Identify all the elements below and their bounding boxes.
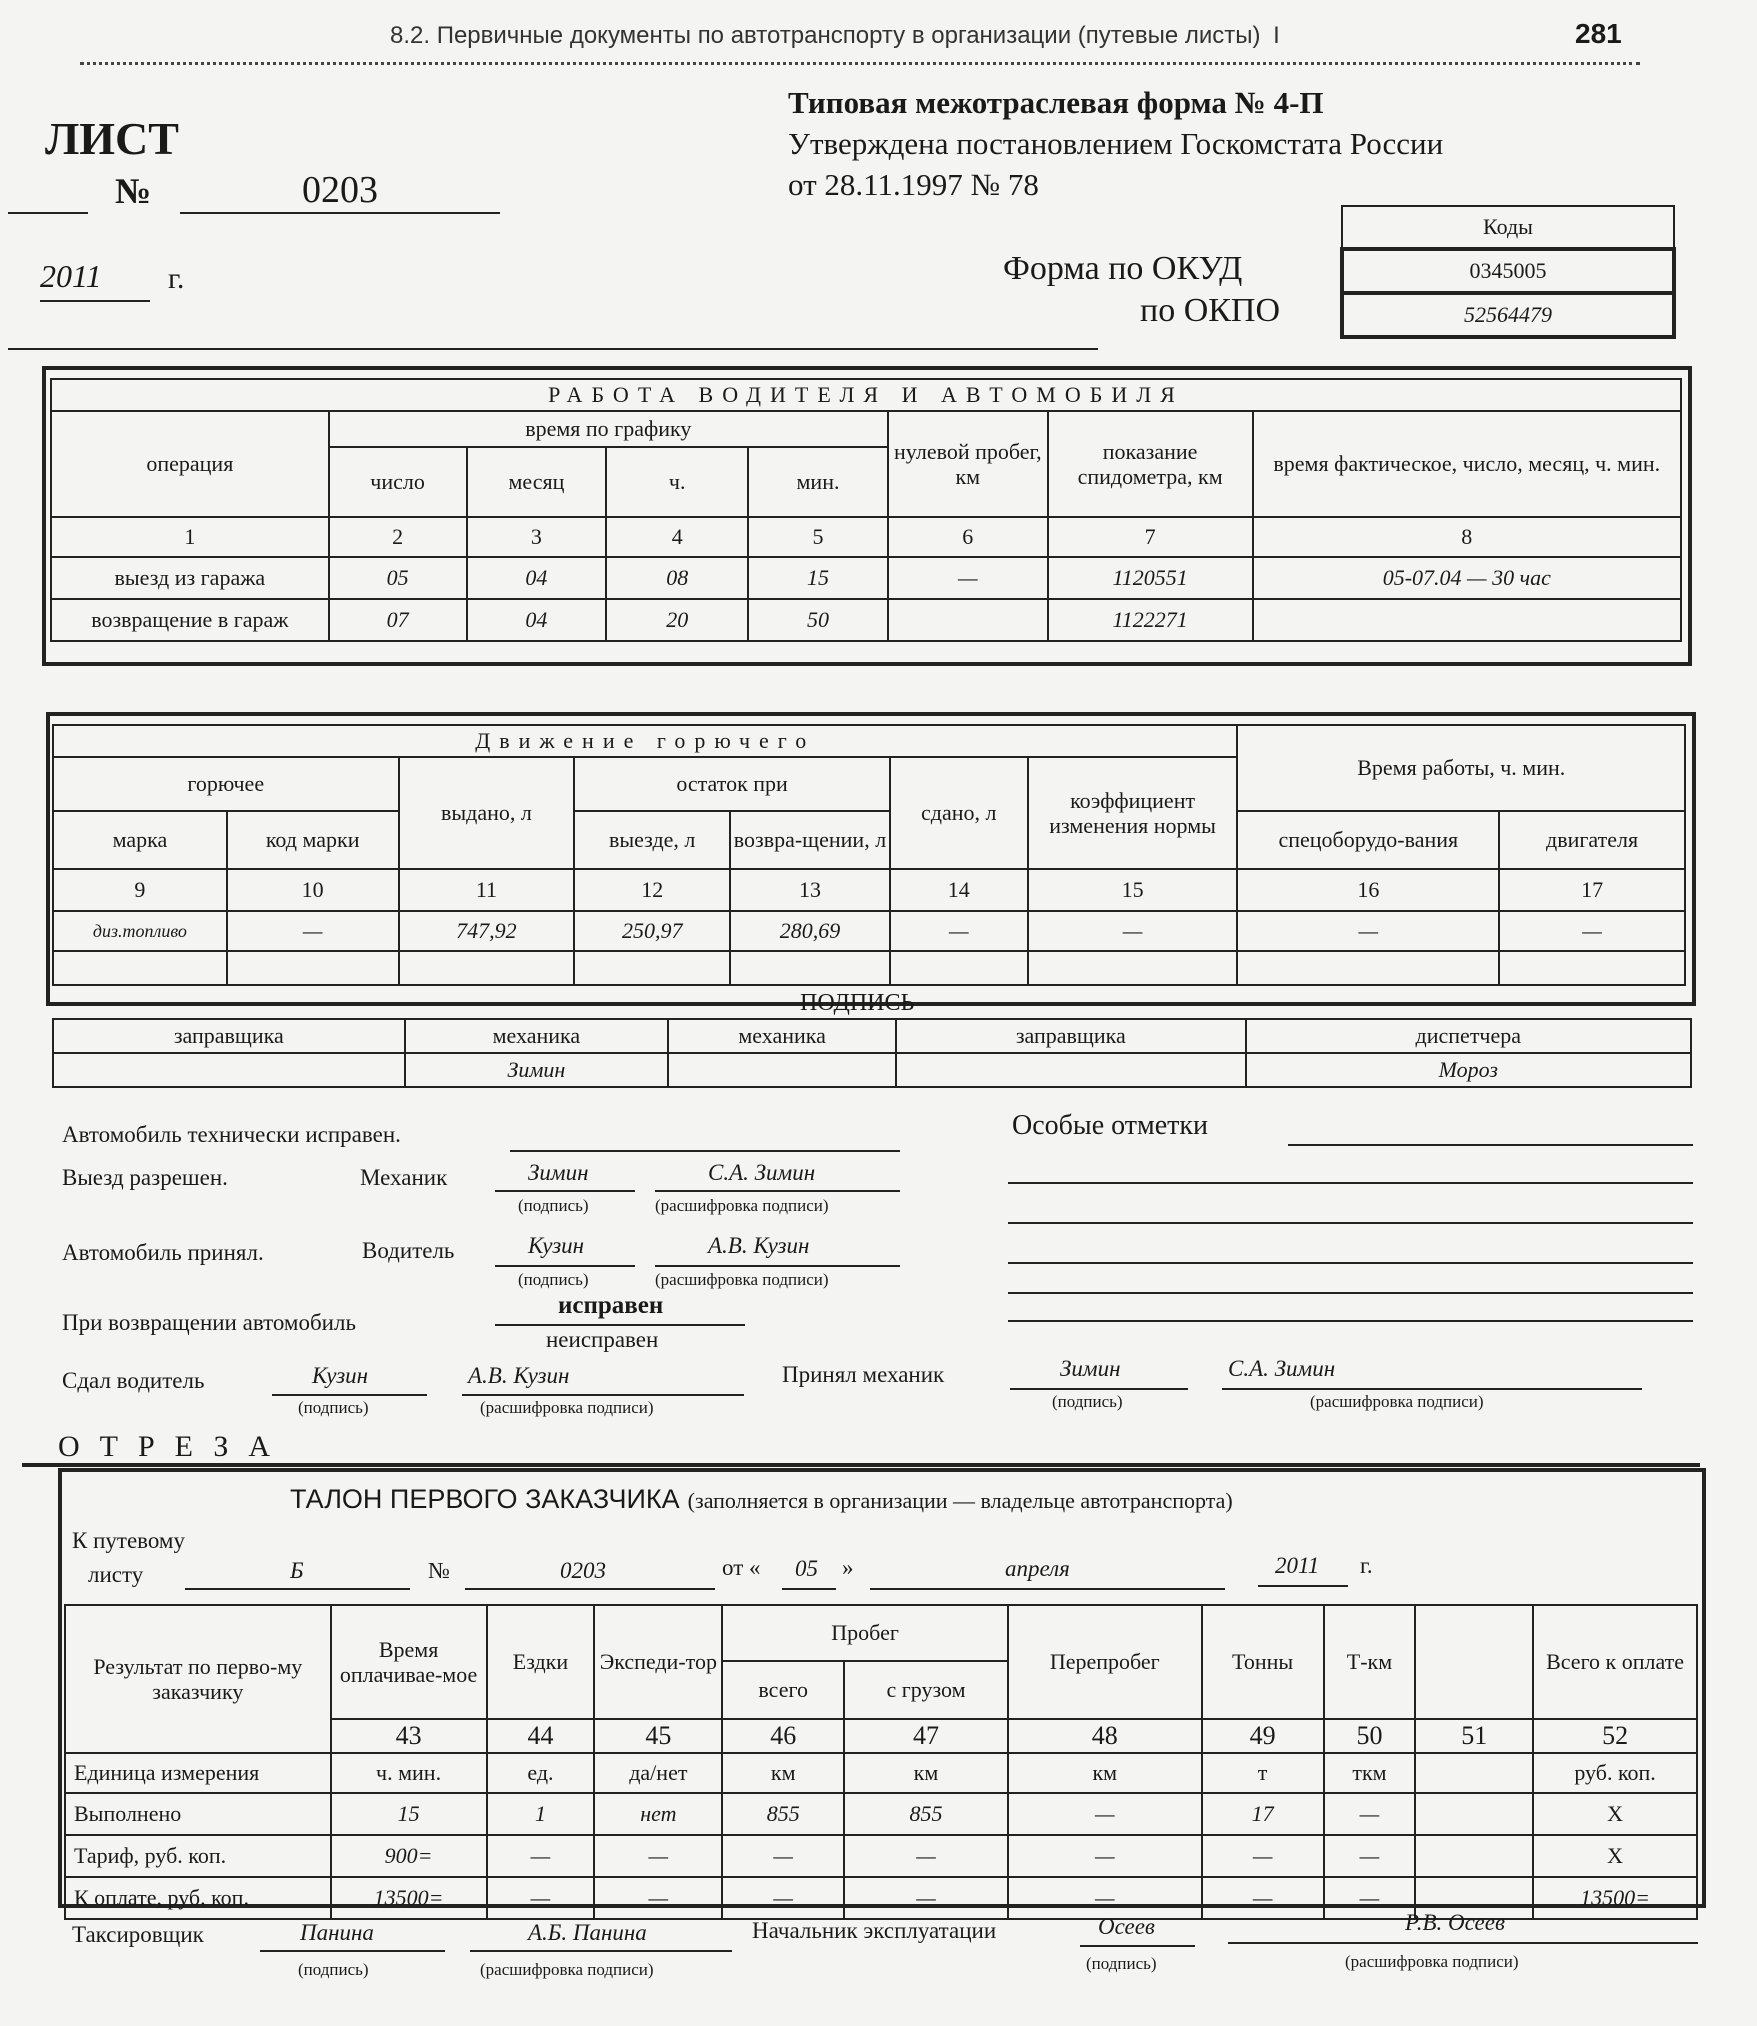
cell: — [890, 911, 1028, 951]
col-rest-out: выезде, л [574, 811, 730, 869]
month-line [870, 1588, 1225, 1590]
cell: — [1237, 911, 1499, 951]
sheet-title: ЛИСТ [45, 113, 179, 164]
driver-signature: Кузин [528, 1233, 585, 1258]
col-num: 7 [1048, 517, 1253, 557]
sign-caption: (подпись) [1086, 1954, 1157, 1973]
col-result: Результат по перво-му заказчику [65, 1605, 331, 1753]
car-ok-text: Автомобиль технически исправен. [62, 1122, 401, 1147]
decode-caption: (расшифровка подписи) [480, 1398, 654, 1417]
running-title: 8.2. Первичные документы по автотранспорту в организации (путевые листы) I [390, 22, 1280, 49]
col-num: 6 [888, 517, 1048, 557]
work-table [50, 378, 1682, 642]
sign-caption: (подпись) [518, 1270, 589, 1289]
col-num: 49 [1202, 1719, 1324, 1753]
accepted-sign-line [1010, 1388, 1188, 1390]
col-special: спецоборудо-вания [1237, 811, 1499, 869]
cell: 15 [748, 557, 888, 599]
accepted-name: С.А. Зимин [1228, 1356, 1336, 1381]
cell: 855 [722, 1793, 844, 1835]
signatures-table [52, 1018, 1692, 1088]
col-forwarder: Экспеди-тор [594, 1605, 722, 1719]
col-num: 12 [574, 869, 730, 911]
cell: 07 [329, 599, 467, 641]
col-num: 10 [227, 869, 399, 911]
col-num: 15 [1028, 869, 1238, 911]
mechanic-name-line [655, 1190, 900, 1192]
cell: нет [594, 1793, 722, 1835]
number-line [465, 1588, 715, 1590]
cell [1415, 1793, 1533, 1835]
col-actual-time: время фактическое, число, месяц, ч. мин. [1253, 411, 1681, 517]
cell [1237, 951, 1499, 985]
cell: 15 [331, 1793, 487, 1835]
cell: т [1202, 1753, 1324, 1793]
header-bottom-rule [8, 348, 1098, 350]
taxer-name: А.Б. Панина [528, 1920, 647, 1945]
sheet-year-suffix: г. [168, 262, 185, 295]
cell: — [1008, 1793, 1202, 1835]
sig-value [896, 1053, 1246, 1087]
col-num: 47 [844, 1719, 1008, 1753]
cell [399, 951, 575, 985]
notes-line [1008, 1222, 1693, 1224]
decode-caption: (расшифровка подписи) [1310, 1392, 1484, 1411]
state-ok: исправен [558, 1292, 664, 1319]
col-run: Пробег [722, 1605, 1008, 1661]
cell [574, 951, 730, 985]
sign-caption: (подпись) [298, 1398, 369, 1417]
mechanic-name: С.А. Зимин [708, 1160, 816, 1185]
table-row [65, 1835, 1697, 1877]
codes-header: Коды [1342, 206, 1674, 249]
cell: 13500= [331, 1877, 487, 1919]
cell: 04 [467, 599, 607, 641]
taxer-signature: Панина [300, 1920, 374, 1945]
signatures-title: ПОДПИСЬ [800, 990, 915, 1016]
cell: диз.топливо [53, 911, 227, 951]
okpo-code: 52564479 [1342, 293, 1674, 337]
cell: 900= [331, 1835, 487, 1877]
cell: — [1008, 1877, 1202, 1919]
driver-label: Водитель [362, 1238, 455, 1263]
okud-label: Форма по ОКУД [1003, 250, 1243, 287]
cell: — [722, 1835, 844, 1877]
cell: Х [1533, 1793, 1697, 1835]
cell: руб. коп. [1533, 1753, 1697, 1793]
sheet-year-field [40, 258, 150, 302]
sign-caption: (подпись) [298, 1960, 369, 1979]
cell: — [227, 911, 399, 951]
cut-label: ОТРЕЗА [58, 1430, 291, 1463]
decode-caption: (расшифровка подписи) [655, 1270, 829, 1289]
cell: — [844, 1877, 1008, 1919]
state-line [495, 1324, 745, 1326]
cell: — [1324, 1793, 1416, 1835]
head-name: Р.В. Осеев [1405, 1910, 1505, 1935]
handed-sign-line [272, 1394, 427, 1396]
col-num: 9 [53, 869, 227, 911]
decode-caption: (расшифровка подписи) [655, 1196, 829, 1215]
col-num: 4 [606, 517, 748, 557]
col-day: число [329, 447, 467, 517]
col-num: 51 [1415, 1719, 1533, 1753]
col-num: 45 [594, 1719, 722, 1753]
exit-allowed-text: Выезд разрешен. [62, 1165, 228, 1190]
form-approval-date: от 28.11.1997 № 78 [788, 167, 1039, 202]
accepted-name-line [1222, 1388, 1642, 1390]
coupon-subtitle: (заполняется в организации — владельце автотранспорта) [687, 1488, 1233, 1513]
col-trips: Ездки [487, 1605, 595, 1719]
form-approval: Утверждена постановлением Госкомстата России [788, 126, 1444, 161]
cell: — [844, 1835, 1008, 1877]
sign-caption: (подпись) [518, 1196, 589, 1215]
cell: 747,92 [399, 911, 575, 951]
notes-line [1008, 1320, 1693, 1322]
cell [730, 951, 890, 985]
col-worktime: Время работы, ч. мин. [1237, 725, 1685, 811]
day-line [782, 1588, 836, 1590]
work-title: РАБОТА ВОДИТЕЛЯ И АВТОМОБИЛЯ [51, 379, 1681, 411]
decode-caption: (расшифровка подписи) [480, 1960, 654, 1979]
row-label: Тариф, руб. коп. [65, 1835, 331, 1877]
col-tons: Тонны [1202, 1605, 1324, 1719]
sig-value: Мороз [1246, 1053, 1691, 1087]
sig-value: Зимин [405, 1053, 669, 1087]
col-num: 17 [1499, 869, 1685, 911]
header-divider [80, 62, 1640, 65]
sheet-number: 0203 [302, 169, 378, 211]
coupon-number: 0203 [560, 1558, 606, 1583]
taxer-label: Таксировщик [72, 1922, 204, 1947]
sig-col: диспетчера [1246, 1019, 1691, 1053]
cell: 05-07.04 — 30 час [1253, 557, 1681, 599]
taxer-sign-line [260, 1950, 445, 1952]
sig-col: механика [405, 1019, 669, 1053]
notes-line [1008, 1262, 1693, 1264]
day-close: » [842, 1555, 854, 1580]
head-signature: Осеев [1098, 1914, 1155, 1939]
to-sheet-label-1: К путевому [72, 1528, 185, 1553]
row-label: Выполнено [65, 1793, 331, 1835]
cell: — [1008, 1835, 1202, 1877]
col-engine: двигателя [1499, 811, 1685, 869]
coupon-year-suffix: г. [1360, 1553, 1373, 1578]
cell: — [888, 557, 1048, 599]
col-num: 2 [329, 517, 467, 557]
coupon-title-row [290, 1484, 1233, 1515]
cell: 20 [606, 599, 748, 641]
coupon-year: 2011 [1275, 1553, 1320, 1578]
cell: км [1008, 1753, 1202, 1793]
cell: км [844, 1753, 1008, 1793]
mechanic-signature: Зимин [528, 1160, 589, 1185]
coupon-table [64, 1604, 1698, 1920]
head-label: Начальник эксплуатации [752, 1918, 997, 1943]
sig-col: механика [668, 1019, 896, 1053]
notes-line [1008, 1292, 1693, 1294]
year-line [1258, 1585, 1348, 1587]
cell: ткм [1324, 1753, 1416, 1793]
cell: 17 [1202, 1793, 1324, 1835]
col-coef: коэффициент изменения нормы [1028, 757, 1238, 869]
cell: — [1202, 1877, 1324, 1919]
cell [888, 599, 1048, 641]
cell: 04 [467, 557, 607, 599]
col-zero-run: нулевой пробег, км [888, 411, 1048, 517]
cell [1415, 1753, 1533, 1793]
driver-name-line [655, 1265, 900, 1267]
row-label: выезд из гаража [51, 557, 329, 599]
col-num: 16 [1237, 869, 1499, 911]
cell: Х [1533, 1835, 1697, 1877]
cell: 1122271 [1048, 599, 1253, 641]
table-row [65, 1793, 1697, 1835]
cell: км [722, 1753, 844, 1793]
col-num: 8 [1253, 517, 1681, 557]
coupon-series: Б [290, 1558, 304, 1583]
cell: — [722, 1877, 844, 1919]
from-label: от « [722, 1555, 761, 1580]
coupon-month: апреля [1005, 1556, 1070, 1581]
handed-name-line [462, 1394, 744, 1396]
cell: 1 [487, 1793, 595, 1835]
col-total-pay: Всего к оплате [1533, 1605, 1697, 1719]
driver-name: А.В. Кузин [708, 1233, 810, 1258]
on-return-text: При возвращении автомобиль [62, 1310, 356, 1335]
cell: — [487, 1877, 595, 1919]
page-number: 281 [1575, 18, 1622, 49]
cell: 50 [748, 599, 888, 641]
notes-line [1288, 1144, 1693, 1146]
cell: 855 [844, 1793, 1008, 1835]
table-row [51, 599, 1681, 641]
cell: 280,69 [730, 911, 890, 951]
handed-name: А.В. Кузин [468, 1363, 570, 1388]
col-num: 1 [51, 517, 329, 557]
cell: — [1324, 1877, 1416, 1919]
col-run-total: всего [722, 1661, 844, 1719]
col-rest-back: возвра-щении, л [730, 811, 890, 869]
okud-code: 0345005 [1342, 249, 1674, 293]
decode-caption: (расшифровка подписи) [1345, 1952, 1519, 1971]
cell: 08 [606, 557, 748, 599]
form-info [788, 82, 1443, 205]
cell [1499, 951, 1685, 985]
cell [53, 951, 227, 985]
col-fuel: горючее [53, 757, 399, 811]
head-name-line [1228, 1942, 1698, 1944]
col-num: 5 [748, 517, 888, 557]
cell: — [1028, 911, 1238, 951]
col-hour: ч. [606, 447, 748, 517]
handed-driver-label: Сдал водитель [62, 1368, 205, 1393]
head-sign-line [1080, 1945, 1195, 1947]
col-num: 50 [1324, 1719, 1416, 1753]
col-returned: сдано, л [890, 757, 1028, 869]
codes-table [1340, 205, 1676, 339]
col-brand-code: код марки [227, 811, 399, 869]
coupon-num-label: № [428, 1558, 450, 1583]
cell [1415, 1835, 1533, 1877]
coupon-day: 05 [795, 1556, 818, 1581]
mechanic-sign-line [495, 1190, 635, 1192]
col-operation: операция [51, 411, 329, 517]
table-row [65, 1753, 1697, 1793]
sig-col: заправщика [53, 1019, 405, 1053]
cell [1028, 951, 1238, 985]
cell [227, 951, 399, 985]
cell: — [1324, 1835, 1416, 1877]
row-label: К оплате, руб. коп. [65, 1877, 331, 1919]
sheet-number-field [180, 168, 500, 214]
col-run-cargo: с грузом [844, 1661, 1008, 1719]
cut-line [22, 1463, 1700, 1467]
col-speedometer: показание спидометра, км [1048, 411, 1253, 517]
col-issued: выдано, л [399, 757, 575, 869]
okpo-label: по ОКПО [1140, 292, 1281, 329]
col-num: 46 [722, 1719, 844, 1753]
taxer-name-line [470, 1950, 732, 1952]
col-num: 13 [730, 869, 890, 911]
car-ok-line [510, 1150, 900, 1152]
col-num: 3 [467, 517, 607, 557]
row-label: возвращение в гараж [51, 599, 329, 641]
col-tkm: Т-км [1324, 1605, 1416, 1719]
cell: 1120551 [1048, 557, 1253, 599]
accepted-signature: Зимин [1060, 1356, 1121, 1381]
col-minute: мин. [748, 447, 888, 517]
cell: — [1499, 911, 1685, 951]
fuel-title: Движение горючего [53, 725, 1237, 757]
cell: — [594, 1877, 722, 1919]
form-type: Типовая межотраслевая форма № 4-П [788, 85, 1324, 120]
col-num: 48 [1008, 1719, 1202, 1753]
cell: ед. [487, 1753, 595, 1793]
col-month: месяц [467, 447, 607, 517]
col-brand: марка [53, 811, 227, 869]
cell [890, 951, 1028, 985]
cell: — [1202, 1835, 1324, 1877]
driver-sign-line [495, 1265, 635, 1267]
col-blank [1415, 1605, 1533, 1719]
accepted-mechanic-label: Принял механик [782, 1362, 945, 1387]
sig-value [668, 1053, 896, 1087]
sig-col: заправщика [896, 1019, 1246, 1053]
col-num: 52 [1533, 1719, 1697, 1753]
sheet-num-left-line [8, 212, 88, 214]
mechanic-label: Механик [360, 1165, 448, 1190]
table-row [51, 557, 1681, 599]
cell: да/нет [594, 1753, 722, 1793]
cell: 250,97 [574, 911, 730, 951]
cell: 05 [329, 557, 467, 599]
special-notes-label: Особые отметки [1012, 1110, 1208, 1141]
col-num: 44 [487, 1719, 595, 1753]
table-row [53, 911, 1685, 951]
col-paid-time: Время оплачивае-мое [331, 1605, 487, 1719]
sheet-num-label: № [115, 171, 152, 211]
sig-value [53, 1053, 405, 1087]
cell: ч. мин. [331, 1753, 487, 1793]
col-num: 14 [890, 869, 1028, 911]
series-line [185, 1588, 410, 1590]
row-label: Единица измерения [65, 1753, 331, 1793]
to-sheet-label-2: листу [88, 1562, 144, 1587]
car-accepted-text: Автомобиль принял. [62, 1240, 264, 1265]
col-rest: остаток при [574, 757, 890, 811]
col-overrun: Перепробег [1008, 1605, 1202, 1719]
cell: 13500= [1533, 1877, 1697, 1919]
sheet-year: 2011 [40, 258, 102, 294]
col-schedule: время по графику [329, 411, 888, 447]
handed-signature: Кузин [312, 1363, 369, 1388]
notes-line [1008, 1182, 1693, 1184]
col-num: 43 [331, 1719, 487, 1753]
sign-caption: (подпись) [1052, 1392, 1123, 1411]
cell: — [487, 1835, 595, 1877]
col-num: 11 [399, 869, 575, 911]
state-bad: неисправен [546, 1327, 659, 1352]
coupon-title: ТАЛОН ПЕРВОГО ЗАКАЗЧИКА [290, 1484, 680, 1514]
fuel-table [52, 724, 1686, 986]
cell: — [594, 1835, 722, 1877]
cell [1253, 599, 1681, 641]
